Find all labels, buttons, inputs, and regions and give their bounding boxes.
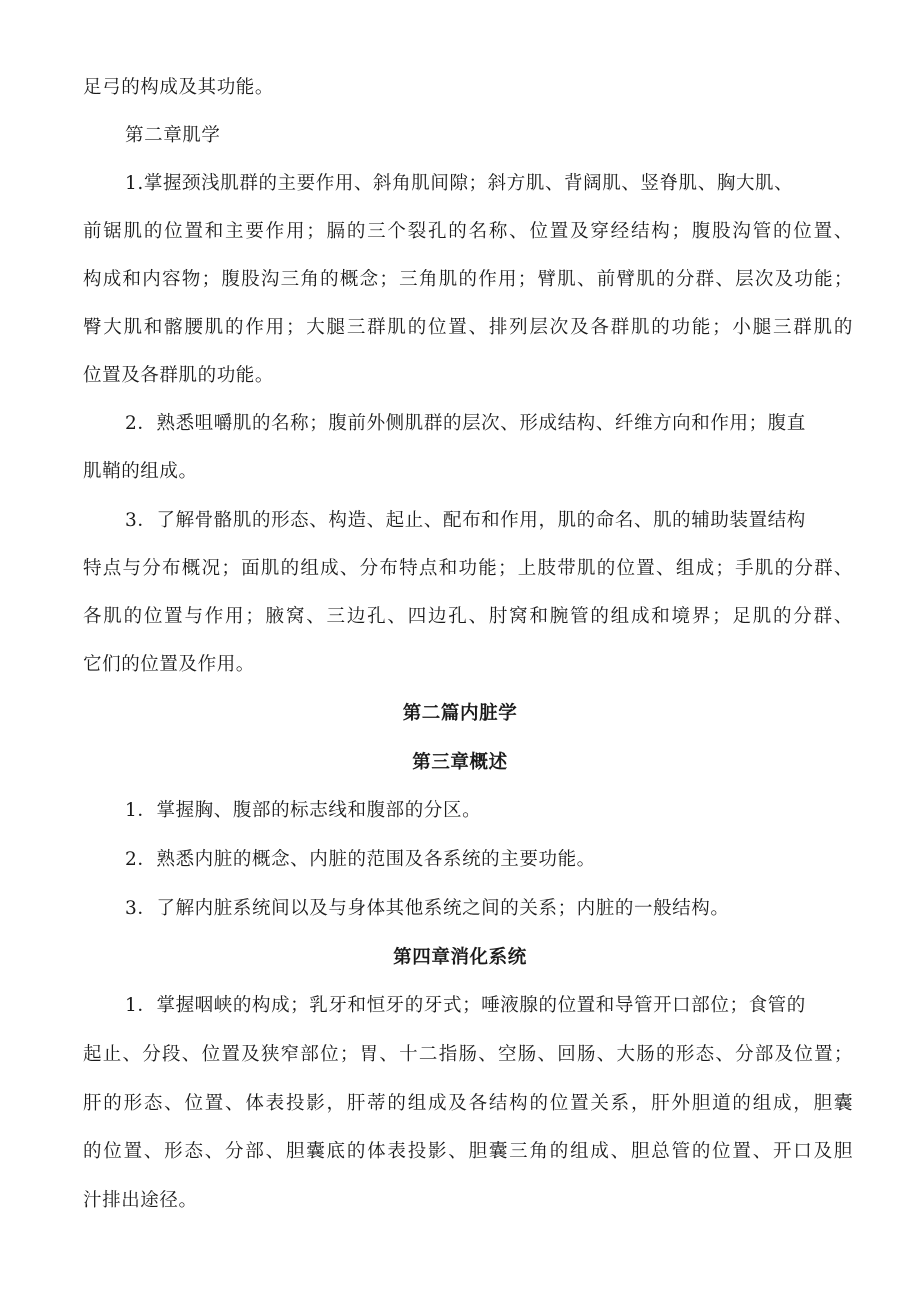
text-line: 肝的形态、位置、体表投影，肝蒂的组成及各结构的位置关系，肝外胆道的组成，胆囊 <box>83 1093 853 1114</box>
text-line: 肌鞘的组成。 <box>83 461 198 482</box>
text-line: 1．掌握咽峡的构成；乳牙和恒牙的牙式；唾液腺的位置和导管开口部位；食管的 <box>125 995 806 1016</box>
chapter-heading: 第二章肌学 <box>125 125 221 146</box>
text-line: 构成和内容物；腹股沟三角的概念；三角肌的作用；臂肌、前臂肌的分群、层次及功能； <box>83 269 853 290</box>
text-line: 1.掌握颈浅肌群的主要作用、斜角肌间隙；斜方肌、背阔肌、竖脊肌、胸大肌、 <box>125 173 794 194</box>
text-line: 3．了解内脏系统间以及与身体其他系统之间的关系；内脏的一般结构。 <box>125 898 730 919</box>
text-line: 足弓的构成及其功能。 <box>83 77 275 98</box>
part-heading: 第二篇内脏学 <box>402 703 518 724</box>
text-line: 2．熟悉内脏的概念、内脏的范围及各系统的主要功能。 <box>125 849 596 870</box>
text-line: 各肌的位置与作用；腋窝、三边孔、四边孔、肘窝和腕管的组成和境界；足肌的分群、 <box>83 606 853 627</box>
text-line: 3．了解骨骼肌的形态、构造、起止、配布和作用，肌的命名、肌的辅助装置结构 <box>125 510 806 531</box>
chapter-heading: 第三章概述 <box>412 752 508 773</box>
chapter-heading: 第四章消化系统 <box>393 947 527 968</box>
text-line: 汁排出途径。 <box>83 1190 198 1211</box>
text-line: 臀大肌和髂腰肌的作用；大腿三群肌的位置、排列层次及各群肌的功能；小腿三群肌的 <box>83 317 853 338</box>
text-line: 1．掌握胸、腹部的标志线和腹部的分区。 <box>125 800 482 821</box>
text-line: 位置及各群肌的功能。 <box>83 365 275 386</box>
text-line: 特点与分布概况；面肌的组成、分布特点和功能；上肢带肌的位置、组成；手肌的分群、 <box>83 558 853 579</box>
text-line: 的位置、形态、分部、胆囊底的体表投影、胆囊三角的组成、胆总管的位置、开口及胆 <box>83 1141 853 1162</box>
text-line: 起止、分段、位置及狭窄部位；胃、十二指肠、空肠、回肠、大肠的形态、分部及位置； <box>83 1044 853 1065</box>
text-line: 它们的位置及作用。 <box>83 654 255 675</box>
text-line: 前锯肌的位置和主要作用；膈的三个裂孔的名称、位置及穿经结构；腹股沟管的位置、 <box>83 221 853 242</box>
text-line: 2．熟悉咀嚼肌的名称；腹前外侧肌群的层次、形成结构、纤维方向和作用；腹直 <box>125 413 806 434</box>
